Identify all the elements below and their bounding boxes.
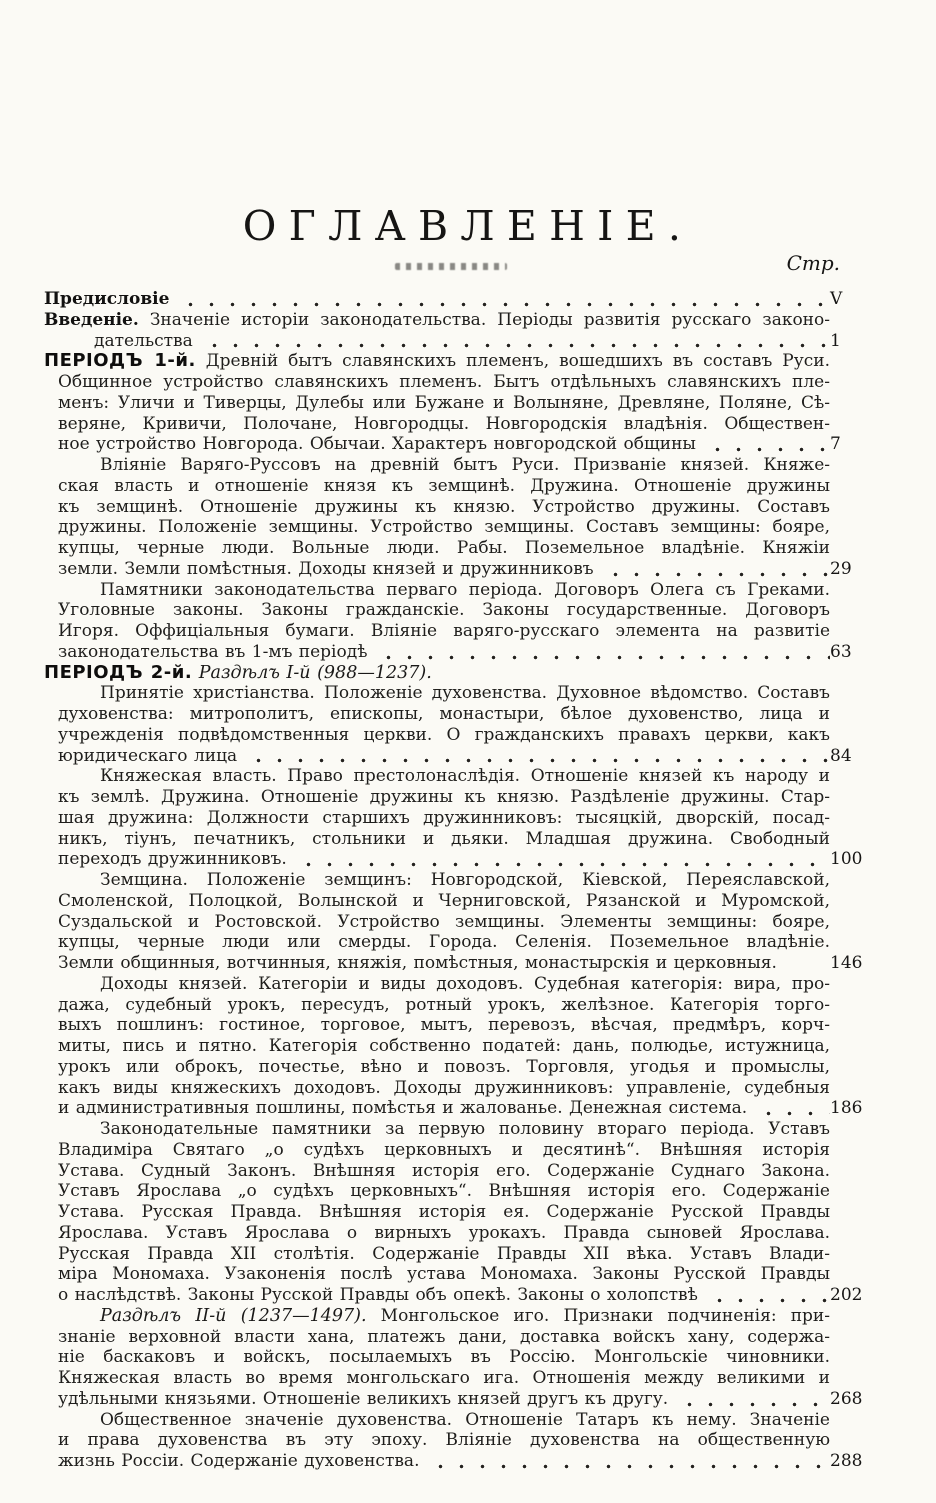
toc-line	[58, 1306, 830, 1327]
entry-text: шая дружина: Должности старшихъ дружинниковъ: тысяцкій, дворскій, посад-	[58, 807, 830, 828]
toc-line	[58, 1181, 830, 1202]
toc-line-text	[58, 1015, 830, 1035]
toc-line-text	[58, 393, 830, 413]
entry-text: о наслѣдствѣ. Законы Русской Правды объ опекѣ. Законы о холопствѣ	[58, 1285, 698, 1305]
toc-line	[58, 1368, 830, 1389]
toc-line	[58, 745, 852, 767]
page-title: ОГЛАВЛЕНІЕ.	[242, 202, 694, 250]
entry-text: Общинное устройство славянскихъ племенъ. Бытъ отдѣльныхъ славянскихъ пле-	[58, 372, 830, 392]
page-number: 63	[830, 641, 852, 662]
entry-text: къ землѣ. Дружина. Отношеніе дружины къ князю. Раздѣленіе дружины. Стар-	[58, 787, 830, 807]
page-number: 202	[830, 1285, 863, 1305]
toc-line	[58, 1264, 830, 1285]
entry-text: Значеніе исторіи законодательства. Періоды развитія русскаго законо-	[138, 309, 830, 330]
toc-line	[58, 1202, 830, 1223]
toc	[0, 289, 936, 1472]
toc-line-text	[58, 621, 830, 641]
entry-text: какъ виды княжескихъ доходовъ. Доходы дружинниковъ: управленіе, судебныя	[58, 1077, 830, 1098]
toc-line-text	[79, 683, 830, 703]
toc-line-text	[58, 600, 830, 620]
entry-text: Уголовные законы. Законы гражданскіе. Законы государственные. Договоръ	[58, 600, 830, 621]
dot-leader	[677, 1389, 830, 1410]
page-column-label: Стр.	[786, 251, 840, 275]
toc-line-text	[58, 1223, 830, 1243]
toc-line-text	[79, 974, 830, 994]
entry-text: Уставъ Ярослава „о судѣхъ церковныхъ“. Внѣшняя исторія его. Содержаніе	[58, 1181, 830, 1202]
section-label: Раздѣлъ II-й (1237—1497).	[100, 1305, 367, 1326]
toc-line	[58, 476, 830, 497]
toc-line	[58, 953, 863, 974]
toc-line	[58, 932, 830, 953]
toc-line-text	[58, 787, 830, 807]
toc-line	[58, 641, 852, 663]
toc-line-text	[58, 1244, 830, 1264]
entry-text: урокъ или оброкъ, почестье, вѣно и повозъ. Торговля, угодья и промыслы,	[58, 1056, 830, 1077]
toc-line-text	[58, 953, 777, 974]
toc-line	[58, 1327, 830, 1348]
entry-text: и административныя пошлины, помѣстья и жалованье. Денежная система.	[58, 1098, 748, 1119]
toc-line	[58, 558, 852, 580]
toc-line-text	[79, 870, 830, 890]
dot-leader	[603, 559, 830, 580]
page-number: 268	[830, 1388, 863, 1409]
toc-line-text	[58, 414, 830, 434]
ornament-rule	[395, 263, 507, 270]
toc-line-text	[58, 517, 830, 537]
entry-text: земли. Земли помѣстныя. Доходы князей и дружинниковъ	[58, 558, 594, 579]
toc-line-text	[58, 829, 830, 849]
toc-line	[58, 497, 830, 518]
toc-line	[58, 995, 830, 1016]
dot-leader	[296, 849, 830, 870]
toc-line	[58, 1098, 863, 1119]
entry-text: Устава. Судный Законъ. Внѣшняя исторія его. Содержаніе Суднаго Закона.	[58, 1160, 830, 1181]
toc-line	[58, 414, 830, 435]
toc-line	[58, 829, 830, 850]
toc-line-text	[44, 351, 830, 371]
dot-leader	[786, 953, 830, 974]
dot-leader	[376, 642, 830, 663]
toc-line	[58, 1285, 863, 1306]
toc-line	[44, 663, 830, 684]
toc-line-text	[58, 1327, 830, 1347]
dot-leader	[202, 331, 830, 352]
entry-title: Предисловіе	[44, 289, 170, 309]
toc-line	[58, 704, 830, 725]
toc-line-text	[58, 1285, 698, 1306]
entry-text: Ярослава. Уставъ Ярослава о вирныхъ урокахъ. Правда сыновей Ярослава.	[58, 1222, 830, 1243]
toc-line-text	[58, 642, 367, 663]
entry-text: духовенства: митрополитъ, епископы, монастыри, бѣлое духовенство, лица и	[58, 704, 830, 724]
entry-text: Доходы князей. Категоріи и виды доходовъ. Судебная категорія: вира, про-	[100, 973, 830, 994]
entry-text: Монгольское иго. Признаки подчиненія: при-	[366, 1305, 830, 1326]
toc-line	[58, 1451, 863, 1472]
entry-text: никъ, тіунъ, печатникъ, стольники и дьяки. Младшая дружина. Свободный	[58, 828, 830, 849]
entry-text: Суздальской и Ростовской. Устройство земщины. Элементы земщины: бояре,	[58, 911, 830, 932]
toc-line	[58, 683, 830, 704]
toc-line-text	[58, 746, 237, 767]
dot-leader	[756, 1098, 830, 1119]
toc-line	[58, 455, 830, 476]
entry-text: міра Мономаха. Узаконенія послѣ устава Мономаха. Законы Русской Правды	[58, 1264, 830, 1285]
entry-text: миты, пись и пятно. Категорія собственно податей: дань, полюдье, истужница,	[58, 1036, 830, 1056]
section-label: Раздѣлъ I-й (988—1237).	[192, 662, 432, 683]
toc-line	[58, 912, 830, 933]
entry-text: дружины. Положеніе земщины. Устройство земщины. Составъ земщины: бояре,	[58, 517, 830, 538]
toc-line	[58, 849, 863, 870]
toc-line-text	[58, 1451, 419, 1472]
toc-line-text	[58, 1347, 830, 1367]
entry-text: Законодательные памятники за первую половину втораго періода. Уставъ	[100, 1119, 830, 1139]
toc-line	[58, 1410, 830, 1431]
toc-line-text	[79, 1410, 830, 1430]
toc-line-text	[58, 372, 830, 392]
toc-line-text	[58, 1140, 830, 1160]
toc-line	[58, 808, 830, 829]
entry-text: Вліяніе Варяго-Руссовъ на древній бытъ Руси. Призваніе князей. Княже-	[100, 455, 830, 475]
entry-text: Смоленской, Полоцкой, Волынской и Черниговской, Рязанской и Муромской,	[58, 890, 830, 911]
toc-line-text	[58, 849, 287, 870]
toc-line	[44, 289, 843, 310]
dot-leader	[246, 746, 830, 767]
toc-line-text	[58, 331, 193, 352]
toc-line-text	[58, 912, 830, 932]
entry-text: Княжеская власть во время монгольскаго ига. Отношенія между великими и	[58, 1368, 830, 1388]
entry-text: дажа, судебный урокъ, пересудъ, ротный урокъ, желѣзное. Категорія торго-	[58, 994, 830, 1015]
toc-line-text	[58, 1368, 830, 1388]
entry-text: Игоря. Оффиціальныя бумаги. Вліяніе варяго-русскаго элемента на развитіе	[58, 621, 830, 641]
toc-line	[58, 580, 830, 601]
dot-leader	[428, 1451, 830, 1472]
entry-text: Владиміра Святаго „о судѣхъ церковныхъ и десятинѣ“. Внѣшняя исторія	[58, 1139, 830, 1160]
entry-text: купцы, черные люди. Вольные люди. Рабы. Поземельное владѣніе. Княжіи	[58, 538, 830, 558]
toc-line	[58, 725, 830, 746]
page-number: 288	[830, 1451, 863, 1471]
page-number: 186	[830, 1098, 863, 1119]
toc-line-text	[58, 1161, 830, 1181]
toc-line	[58, 1078, 830, 1099]
toc-line	[58, 372, 830, 393]
entry-text: менъ: Уличи и Тиверцы, Дулебы или Бужане и Волыняне, Древляне, Поляне, Сѣ-	[58, 392, 830, 413]
entry-text: знаніе верховной власти хана, платежъ дани, доставка войскъ хану, содержа-	[58, 1326, 830, 1347]
toc-line-text	[58, 434, 696, 455]
toc-line	[58, 1388, 863, 1410]
entry-text: Общественное значеніе духовенства. Отношеніе Татаръ къ нему. Значеніе	[100, 1409, 830, 1430]
entry-text: къ земщинѣ. Отношеніе дружины къ князю. Устройство дружины. Составъ	[58, 496, 830, 517]
toc-line-text	[58, 1389, 668, 1410]
toc-line	[58, 1140, 830, 1161]
period-heading: ПЕРІОДЪ 1-й.	[44, 350, 196, 372]
toc-line-text	[58, 1181, 830, 1201]
toc-line-text	[58, 1430, 830, 1450]
toc-line-text	[58, 725, 830, 745]
entry-text: Памятники законодательства перваго періода. Договоръ Олега съ Греками.	[100, 579, 830, 600]
entry-text: Русская Правда XII столѣтія. Содержаніе Правды XII вѣка. Уставъ Влади-	[58, 1243, 830, 1264]
entry-text: Древній бытъ славянскихъ племенъ, вошедшихъ въ составъ Руси.	[195, 351, 830, 372]
toc-line-text	[44, 663, 432, 683]
toc-line-text	[58, 1036, 830, 1056]
entry-text: ніе баскаковъ и войскъ, посылаемыхъ въ Россію. Монгольскіе чиновники.	[58, 1347, 830, 1368]
entry-text: удѣльными князьями. Отношеніе великихъ князей другъ къ другу.	[58, 1388, 669, 1409]
toc-line	[58, 517, 830, 538]
toc-line	[58, 766, 830, 787]
toc-line-text	[58, 1057, 830, 1077]
page-number: 29	[830, 558, 852, 579]
toc-line-text	[44, 310, 830, 330]
toc-line	[58, 1057, 830, 1078]
entry-text: купцы, черные люди или смерды. Города. Селенія. Поземельное владѣніе.	[58, 932, 830, 953]
toc-line	[58, 1119, 830, 1140]
page-number: 146	[830, 953, 863, 973]
entry-text: переходъ дружинниковъ.	[58, 849, 287, 870]
toc-line-text	[58, 1264, 830, 1284]
dot-leader	[707, 1285, 830, 1306]
toc-line	[58, 393, 830, 414]
toc-line	[58, 974, 830, 995]
entry-text: и права духовенства въ эту эпоху. Вліяніе духовенства на общественную	[58, 1430, 830, 1451]
toc-line-text	[44, 289, 169, 310]
entry-title: Введеніе.	[44, 309, 139, 330]
page-number: 1	[830, 330, 841, 351]
entry-text: веряне, Кривичи, Полочане, Новгородцы. Новгородскія владѣнія. Обществен-	[58, 413, 830, 434]
toc-line	[58, 1430, 830, 1451]
entry-text: Княжеская власть. Право престолонаслѣдія. Отношеніе князей къ народу и	[100, 766, 830, 787]
page-number: V	[830, 289, 843, 309]
entry-text: ное устройство Новгорода. Обычаи. Характеръ новгородской общины	[58, 434, 696, 455]
toc-line-text	[58, 1202, 830, 1222]
toc-line-text	[58, 1098, 747, 1119]
toc-line-text	[79, 766, 830, 786]
toc-line-text	[58, 891, 830, 911]
toc-line-text	[58, 704, 830, 724]
toc-line-text	[58, 995, 830, 1015]
toc-line-text	[79, 1119, 830, 1139]
toc-line	[58, 1161, 830, 1182]
toc-line	[58, 1244, 830, 1265]
entry-text: жизнь Россіи. Содержаніе духовенства.	[58, 1451, 420, 1471]
toc-line	[58, 1015, 830, 1036]
entry-text: юридическаго лица	[58, 745, 238, 766]
toc-line-text	[58, 559, 594, 580]
entry-text: Земли общинныя, вотчинныя, княжія, помѣстныя, монастырскія и церковныя.	[58, 953, 777, 973]
toc-line	[58, 1223, 830, 1244]
toc-line	[44, 310, 830, 331]
dot-leader	[178, 289, 830, 310]
entry-text: законодательства въ 1-мъ періодѣ	[58, 641, 368, 662]
entry-text: выхъ пошлинъ: гостиное, торговое, мытъ, перевозъ, вѣсчая, предмѣръ, корч-	[58, 1015, 830, 1036]
subhead-row	[0, 249, 936, 283]
toc-line-text	[79, 580, 830, 600]
toc-line	[58, 434, 841, 455]
toc-line-text	[79, 455, 830, 475]
toc-line-text	[58, 808, 830, 828]
toc-line	[58, 870, 830, 891]
entry-text: дательства	[94, 330, 193, 351]
toc-line-text	[58, 476, 830, 496]
toc-line	[44, 351, 830, 372]
toc-line-text	[58, 1078, 830, 1098]
toc-line	[58, 891, 830, 912]
entry-text: учрежденія подвѣдомственныя церкви. О гражданскихъ правахъ церкви, какъ	[58, 724, 830, 745]
entry-text: Принятіе христіанства. Положеніе духовенства. Духовное вѣдомство. Составъ	[100, 683, 830, 704]
toc-line	[58, 1347, 830, 1368]
dot-leader	[705, 434, 830, 455]
toc-line-text	[79, 1306, 830, 1326]
toc-line-text	[58, 497, 830, 517]
toc-line-text	[58, 932, 830, 952]
period-heading: ПЕРІОДЪ 2-й.	[44, 661, 193, 683]
toc-line	[58, 600, 830, 621]
page-number: 84	[830, 745, 852, 766]
entry-text: ская власть и отношеніе князя къ земщинѣ. Дружина. Отношеніе дружины	[58, 475, 830, 496]
toc-line	[58, 538, 830, 559]
page-number: 100	[830, 849, 863, 870]
toc-line	[58, 621, 830, 642]
page-number: 7	[830, 434, 841, 455]
entry-text: Земщина. Положеніе земщинъ: Новгородской, Кіевской, Переяславской,	[100, 870, 830, 890]
entry-text: Устава. Русская Правда. Внѣшняя исторія ея. Содержаніе Русской Правды	[58, 1202, 830, 1222]
toc-line	[58, 330, 841, 352]
toc-line-text	[58, 538, 830, 558]
toc-line	[58, 1036, 830, 1057]
toc-line	[58, 787, 830, 808]
